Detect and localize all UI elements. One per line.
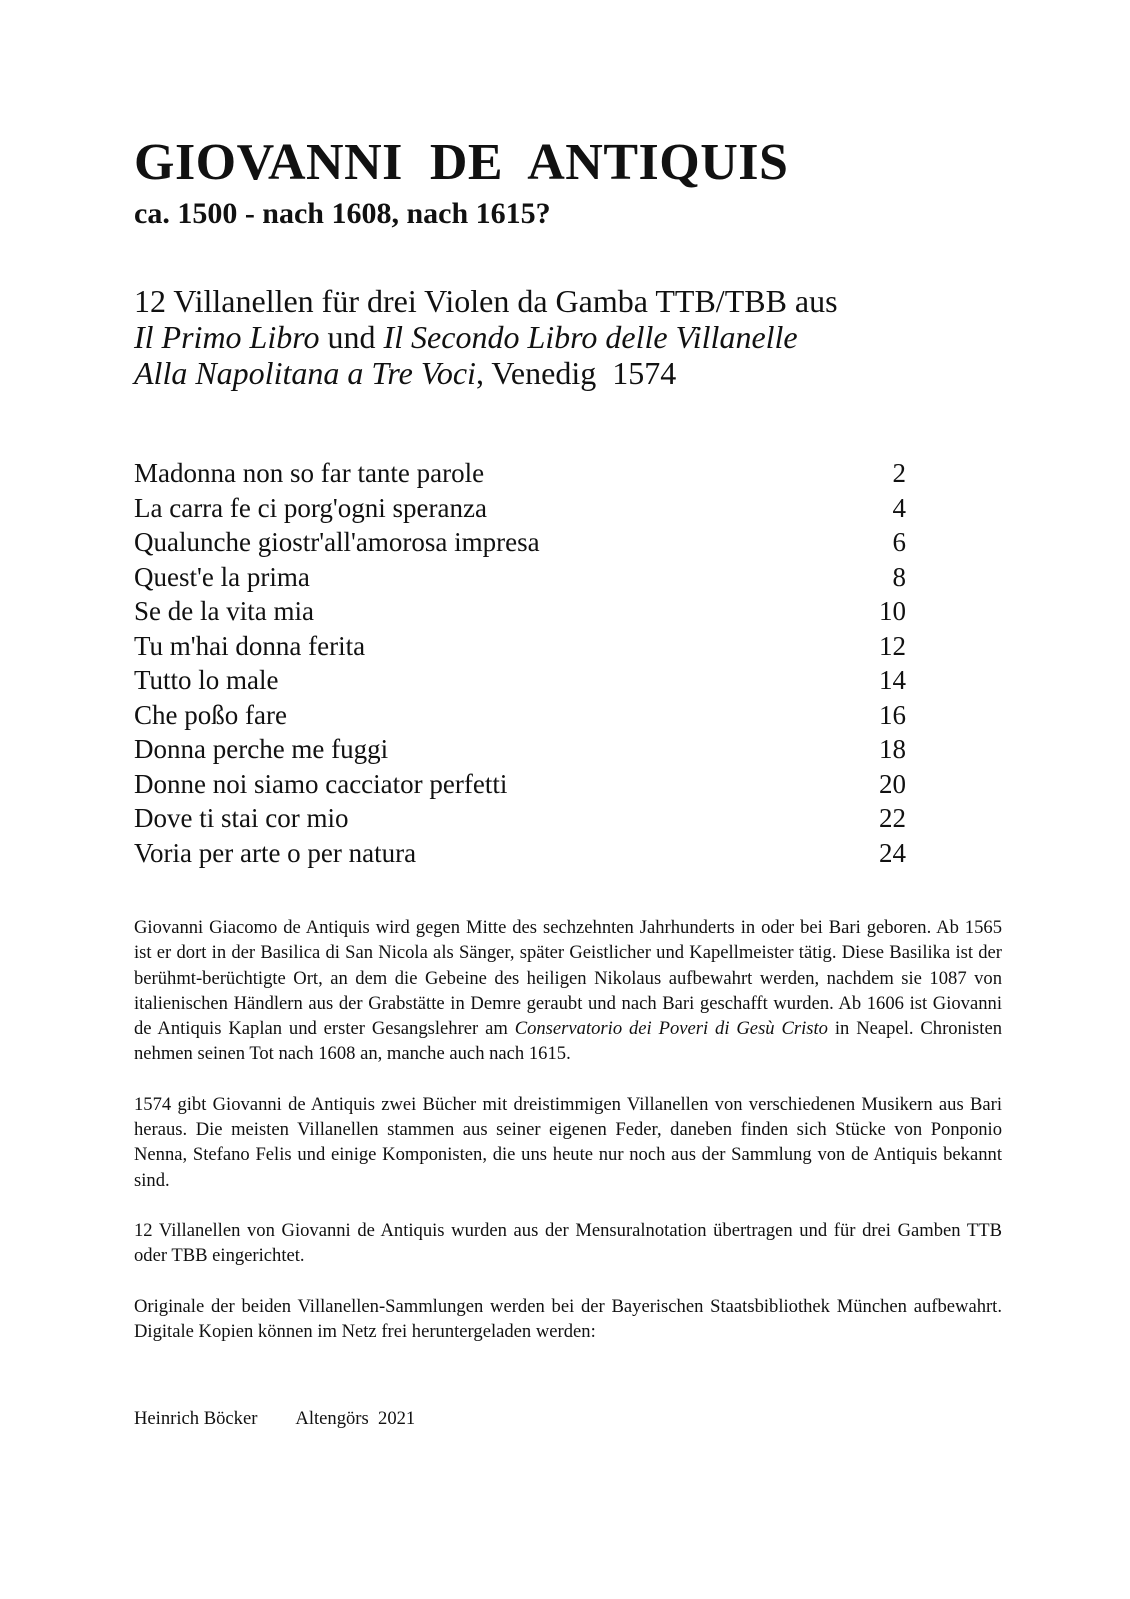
toc-item-page: 20 bbox=[879, 768, 906, 799]
toc-item-page: 14 bbox=[879, 665, 906, 695]
subtitle-line-3 bbox=[134, 355, 1034, 391]
toc-item-page: 10 bbox=[879, 596, 906, 626]
place-year: Altengörs 2021 bbox=[295, 1408, 416, 1429]
publication-paragraph: 1574 gibt Giovanni de Antiquis zwei Bücher mit dreistimmigen Villanellen von verschiedenen Musikern aus Bari heraus. Die meisten Villanellen stammen aus seiner eigenen Feder, daneben finden sich Stücke von Ponponio Nenna, Stefano Felis und einige Komponisten, die uns heute nur noch aus der Sammlung von de Antiquis bekannt sind. bbox=[134, 1093, 1002, 1191]
toc-item-page: 6 bbox=[892, 527, 906, 557]
body-text bbox=[134, 915, 1002, 1369]
toc-item-page: 4 bbox=[892, 492, 906, 523]
toc-item bbox=[134, 836, 906, 871]
toc-item-page: 12 bbox=[879, 630, 906, 661]
collection-subtitle bbox=[134, 283, 1034, 391]
publication-place-year: , Venedig 1574 bbox=[475, 355, 677, 391]
toc-item bbox=[134, 491, 906, 526]
toc-item bbox=[134, 801, 906, 836]
conservatorio-name: Conservatorio dei Poveri di Gesù Cristo bbox=[514, 1018, 828, 1040]
biography-paragraph bbox=[134, 915, 1002, 1067]
biography-text-start: Giovanni Giacomo de Antiquis wird gegen Mitte des sechzehnten Jahrhunderts in oder bei Bari geboren. Ab 1565 ist er dort in der Basilica di San Nicola als Sänger, später Geistlicher und Kapellmeister tätig. Diese Basilika ist der berühmt-berüchtigte Ort, an dem die Gebeine des heiligen Nikolaus aufbewahrt werden, nachdem sie 1087 von italienischen Händlern aus der Grabstätte in Demre geraubt und nach Bari geschafft wurden. Ab 1606 ist Giovanni de Antiquis Kaplan und erster Gesangslehrer am bbox=[134, 917, 1002, 1040]
toc-item-title: Tu m'hai donna ferita bbox=[134, 630, 366, 661]
toc-item bbox=[134, 698, 906, 733]
toc-item-title: Quest'e la prima bbox=[134, 561, 310, 592]
toc-item-title: Qualunche giostr'all'amorosa impresa bbox=[134, 527, 540, 557]
toc-item-title: Che poßo fare bbox=[134, 699, 287, 730]
arrangement-paragraph: 12 Villanellen von Giovanni de Antiquis wurden aus der Mensuralnotation übertragen und für drei Gamben TTB oder TBB eingerichtet. bbox=[134, 1219, 1002, 1267]
page-title: GIOVANNI DE ANTIQUIS bbox=[134, 134, 789, 191]
toc-item-page: 22 bbox=[879, 803, 906, 833]
composer-dates: ca. 1500 - nach 1608, nach 1615? bbox=[134, 197, 551, 230]
toc-item-page: 24 bbox=[879, 837, 906, 868]
toc-item-title: Voria per arte o per natura bbox=[134, 837, 417, 868]
toc-item-title: Se de la vita mia bbox=[134, 596, 314, 626]
toc-item-title: Donna perche me fuggi bbox=[134, 734, 389, 764]
toc-item bbox=[134, 456, 906, 491]
primo-libro-title: Il Primo Libro bbox=[134, 319, 320, 355]
toc-item-page: 8 bbox=[892, 561, 906, 592]
toc-item bbox=[134, 732, 906, 767]
toc-item-page: 2 bbox=[892, 458, 906, 488]
toc-item-title: Dove ti stai cor mio bbox=[134, 803, 349, 833]
toc-item-page: 16 bbox=[879, 699, 906, 730]
toc-item-title: Tutto lo male bbox=[134, 665, 279, 695]
toc-item bbox=[134, 594, 906, 629]
toc-item-title: La carra fe ci porg'ogni speranza bbox=[134, 492, 487, 523]
subtitle-connector: und bbox=[319, 319, 384, 355]
toc-item bbox=[134, 629, 906, 664]
napolitana-title: Alla Napolitana a Tre Voci bbox=[134, 355, 476, 391]
author-name: Heinrich Böcker bbox=[134, 1408, 258, 1429]
toc-item-title: Madonna non so far tante parole bbox=[134, 458, 485, 488]
sources-paragraph: Originale der beiden Villanellen-Sammlungen werden bei der Bayerischen Staatsbibliothek München aufbewahrt. Digitale Kopien können im Netz frei heruntergeladen werden: bbox=[134, 1295, 1002, 1342]
toc-item-title: Donne noi siamo cacciator perfetti bbox=[134, 768, 508, 799]
toc-item bbox=[134, 525, 906, 560]
toc-item-page: 18 bbox=[879, 734, 906, 764]
secondo-libro-title: Il Secondo Libro delle Villanelle bbox=[383, 319, 798, 355]
signature bbox=[134, 1406, 415, 1431]
subtitle-line-1: 12 Villanellen für drei Violen da Gamba TTB/TBB aus bbox=[134, 283, 838, 319]
toc-item bbox=[134, 560, 906, 595]
biography-text-end: in Neapel. Chronisten nehmen seinen Tot nach 1608 an, manche auch nach 1615. bbox=[134, 1018, 1002, 1065]
toc-item bbox=[134, 663, 906, 698]
subtitle-line-2 bbox=[134, 319, 1034, 355]
toc-item bbox=[134, 767, 906, 802]
table-of-contents bbox=[134, 456, 906, 870]
